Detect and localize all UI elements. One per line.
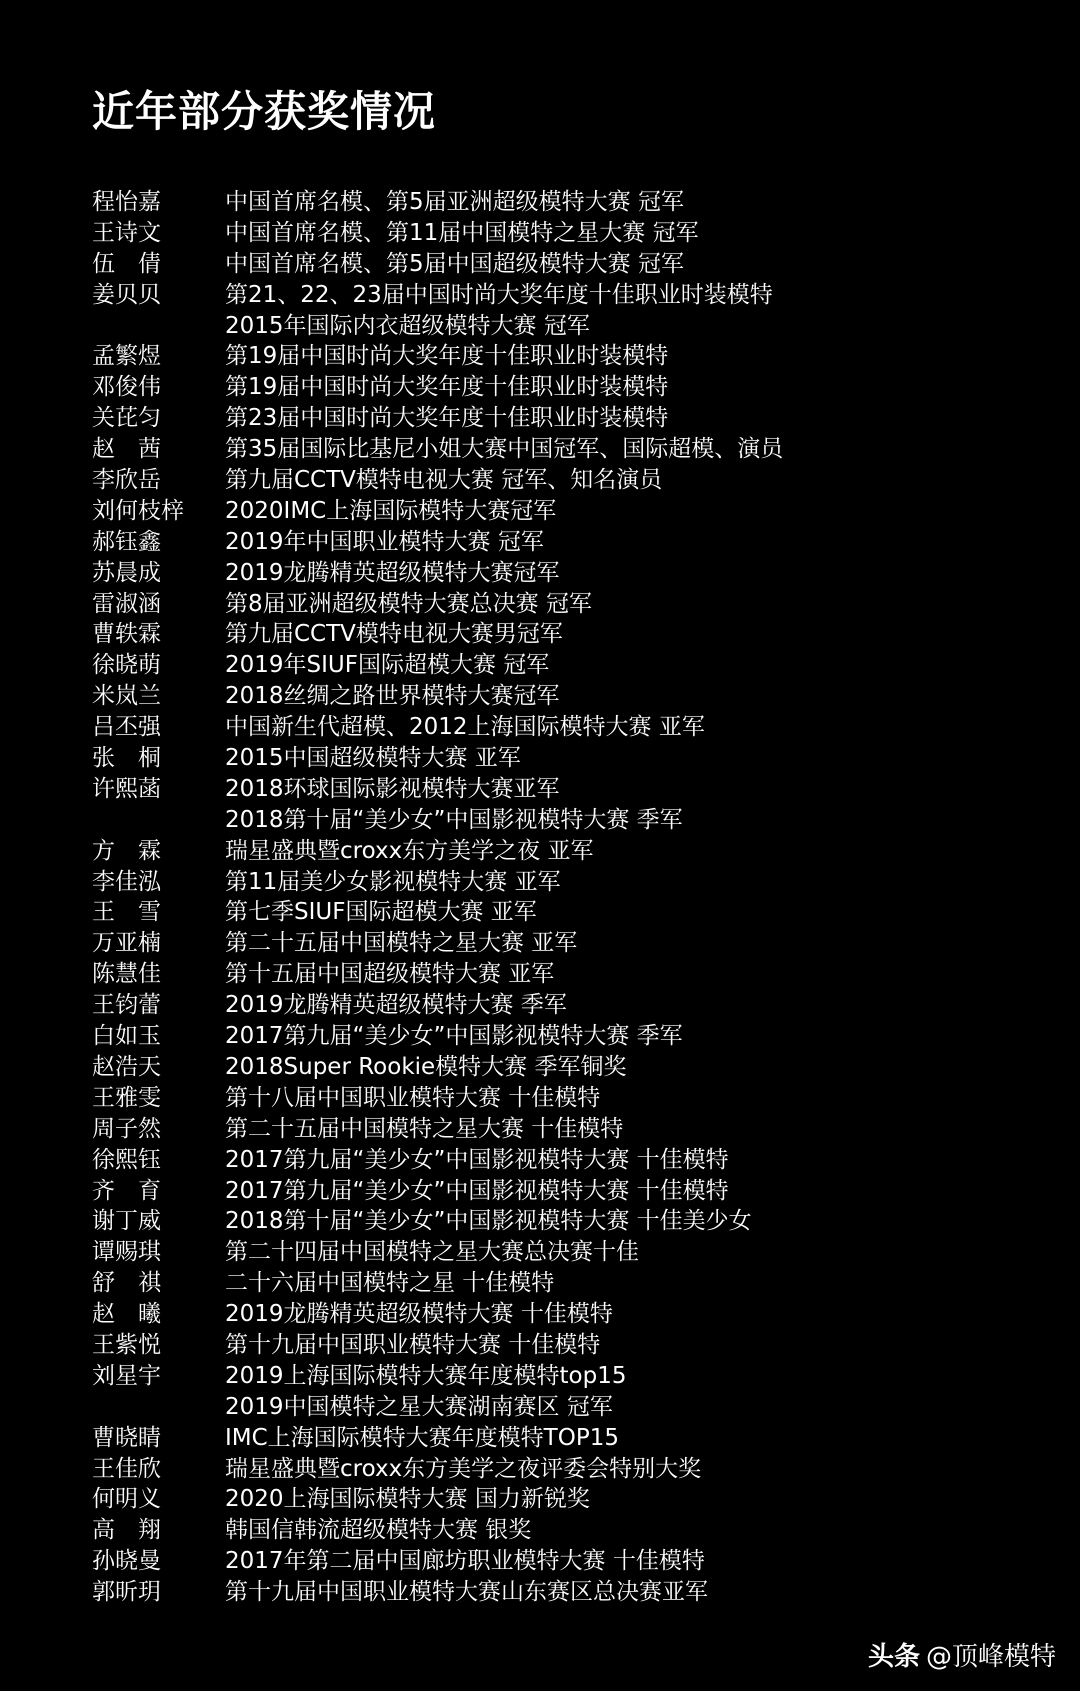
award-row <box>92 1577 1052 1608</box>
award-row <box>92 341 1052 372</box>
model-name: 刘何枝梓 <box>92 497 184 524</box>
award-text: 第19届中国时尚大奖年度十佳职业时装模特 <box>225 343 669 370</box>
model-name: 曹轶霖 <box>92 621 161 648</box>
model-name: 王诗文 <box>92 219 161 246</box>
award-list <box>92 187 1052 1608</box>
award-row <box>92 836 1052 867</box>
award-row <box>92 928 1052 959</box>
model-name: 李佳泓 <box>92 868 161 895</box>
award-text: 第二十五届中国模特之星大赛 亚军 <box>225 930 578 957</box>
model-name: 吕丕强 <box>92 714 161 741</box>
award-text: 第十九届中国职业模特大赛 十佳模特 <box>225 1331 601 1358</box>
model-name: 方 霖 <box>92 837 161 864</box>
model-name: 王雅雯 <box>92 1084 161 1111</box>
model-name: 程怡嘉 <box>92 189 161 215</box>
award-text: 二十六届中国模特之星 十佳模特 <box>225 1270 555 1297</box>
watermark-brand: 头条 <box>867 1642 920 1672</box>
award-text: 2018第十届“美少女”中国影视模特大赛 十佳美少女 <box>225 1208 752 1235</box>
award-text: 中国首席名模、第5届中国超级模特大赛 冠军 <box>225 250 684 277</box>
award-row <box>92 959 1052 990</box>
award-row <box>92 1114 1052 1145</box>
award-row <box>92 1484 1052 1515</box>
award-row <box>92 558 1052 589</box>
award-row <box>92 403 1052 434</box>
award-text: 第23届中国时尚大奖年度十佳职业时装模特 <box>225 405 669 432</box>
award-text: 2017年第二届中国廊坊职业模特大赛 十佳模特 <box>225 1548 705 1575</box>
award-row <box>92 434 1052 465</box>
award-text: IMC上海国际模特大赛年度模特TOP15 <box>225 1424 619 1451</box>
page-title: 近年部分获奖情况 <box>92 87 437 136</box>
award-row <box>92 619 1052 650</box>
model-name: 王钧蕾 <box>92 992 161 1019</box>
model-name: 苏晨成 <box>92 559 161 586</box>
award-text: 2020上海国际模特大赛 国力新锐奖 <box>225 1486 590 1513</box>
model-name: 陈慧佳 <box>92 961 161 988</box>
model-name: 王佳欣 <box>92 1455 161 1482</box>
model-name: 白如玉 <box>92 1023 161 1050</box>
award-text: 2019龙腾精英超级模特大赛 季军 <box>225 992 567 1019</box>
award-text: 瑞星盛典暨croxx东方美学之夜评委会特别大奖 <box>225 1455 702 1482</box>
award-text: 2018环球国际影视模特大赛亚军 <box>225 775 560 802</box>
award-text: 2015年国际内衣超级模特大赛 冠军 <box>225 312 590 339</box>
award-row <box>92 249 1052 280</box>
award-text: 第九届CCTV模特电视大赛 冠军、知名演员 <box>225 467 663 494</box>
award-text: 2018丝绸之路世界模特大赛冠军 <box>225 683 560 710</box>
award-text: 中国首席名模、第5届亚洲超级模特大赛 冠军 <box>225 189 684 215</box>
model-name: 舒 祺 <box>92 1270 161 1297</box>
award-text: 第七季SIUF国际超模大赛 亚军 <box>225 899 537 926</box>
award-row <box>92 712 1052 743</box>
model-name: 邓俊伟 <box>92 374 161 401</box>
model-name: 高 翔 <box>92 1517 161 1544</box>
award-text: 第19届中国时尚大奖年度十佳职业时装模特 <box>225 374 669 401</box>
model-name: 关芘匀 <box>92 405 161 432</box>
award-row <box>92 1361 1052 1392</box>
award-row <box>92 1268 1052 1299</box>
award-row <box>92 589 1052 620</box>
award-text: 第十九届中国职业模特大赛山东赛区总决赛亚军 <box>225 1579 708 1606</box>
award-text: 2019龙腾精英超级模特大赛 十佳模特 <box>225 1301 613 1328</box>
award-row <box>92 1083 1052 1114</box>
award-row <box>92 1176 1052 1207</box>
model-name: 刘星宇 <box>92 1362 161 1389</box>
award-text: 2017第九届“美少女”中国影视模特大赛 十佳模特 <box>225 1177 729 1204</box>
award-row <box>92 805 1052 836</box>
award-row <box>92 527 1052 558</box>
award-text: 2019中国模特之星大赛湖南赛区 冠军 <box>225 1393 613 1420</box>
model-name: 雷淑涵 <box>92 590 161 617</box>
award-text: 第二十五届中国模特之星大赛 十佳模特 <box>225 1115 624 1142</box>
model-name: 伍 倩 <box>92 250 161 277</box>
award-row <box>92 650 1052 681</box>
award-text: 2019龙腾精英超级模特大赛冠军 <box>225 559 560 586</box>
award-text: 2019年中国职业模特大赛 冠军 <box>225 528 544 555</box>
model-name: 赵 曦 <box>92 1301 161 1328</box>
award-row <box>92 311 1052 342</box>
award-row <box>92 1052 1052 1083</box>
model-name: 万亚楠 <box>92 930 161 957</box>
model-name: 张 桐 <box>92 745 161 772</box>
model-name: 米岚兰 <box>92 683 161 710</box>
award-row <box>92 1454 1052 1485</box>
watermark <box>868 1637 1056 1677</box>
award-text: 2019年SIUF国际超模大赛 冠军 <box>225 652 550 679</box>
model-name: 徐熙钰 <box>92 1146 161 1173</box>
model-name: 周子然 <box>92 1115 161 1142</box>
award-row <box>92 280 1052 311</box>
model-name: 王紫悦 <box>92 1331 161 1358</box>
award-text: 2017第九届“美少女”中国影视模特大赛 季军 <box>225 1023 683 1050</box>
award-row <box>92 681 1052 712</box>
award-text: 第二十四届中国模特之星大赛总决赛十佳 <box>225 1239 639 1266</box>
award-text: 中国新生代超模、2012上海国际模特大赛 亚军 <box>225 714 705 741</box>
award-text: 2018第十届“美少女”中国影视模特大赛 季军 <box>225 806 683 833</box>
model-name: 王 雪 <box>92 899 161 926</box>
model-name: 徐晓萌 <box>92 652 161 679</box>
model-name: 赵浩天 <box>92 1053 161 1080</box>
award-row <box>92 1423 1052 1454</box>
model-name: 谢丁威 <box>92 1208 161 1235</box>
award-row <box>92 372 1052 403</box>
award-text: 2020IMC上海国际模特大赛冠军 <box>225 497 557 524</box>
award-text: 第21、22、23届中国时尚大奖年度十佳职业时装模特 <box>225 281 773 308</box>
award-row <box>92 1206 1052 1237</box>
award-row <box>92 743 1052 774</box>
award-text: 2019上海国际模特大赛年度模特top15 <box>225 1362 627 1389</box>
award-text: 韩国信韩流超级模特大赛 银奖 <box>225 1517 532 1544</box>
model-name: 赵 茜 <box>92 436 161 463</box>
model-name: 许熙菡 <box>92 775 161 802</box>
model-name: 何明义 <box>92 1486 161 1513</box>
award-text: 2015中国超级模特大赛 亚军 <box>225 745 521 772</box>
model-name: 齐 育 <box>92 1177 161 1204</box>
model-name: 姜贝贝 <box>92 281 161 308</box>
award-text: 第十五届中国超级模特大赛 亚军 <box>225 961 555 988</box>
award-text: 第35届国际比基尼小姐大赛中国冠军、国际超模、演员 <box>225 436 784 463</box>
model-name: 郝钰鑫 <box>92 528 161 555</box>
model-name: 孙晓曼 <box>92 1548 161 1575</box>
award-row <box>92 867 1052 898</box>
award-text: 瑞星盛典暨croxx东方美学之夜 亚军 <box>225 837 594 864</box>
model-name: 李欣岳 <box>92 467 161 494</box>
award-row <box>92 990 1052 1021</box>
award-text: 中国首席名模、第11届中国模特之星大赛 冠军 <box>225 219 699 246</box>
award-row <box>92 1546 1052 1577</box>
award-row <box>92 1145 1052 1176</box>
award-row <box>92 1299 1052 1330</box>
award-row <box>92 1021 1052 1052</box>
award-text: 第九届CCTV模特电视大赛男冠军 <box>225 621 563 648</box>
award-text: 第8届亚洲超级模特大赛总决赛 冠军 <box>225 590 592 617</box>
award-row <box>92 1330 1052 1361</box>
award-text: 2017第九届“美少女”中国影视模特大赛 十佳模特 <box>225 1146 729 1173</box>
award-row <box>92 187 1052 218</box>
award-text: 第11届美少女影视模特大赛 亚军 <box>225 868 561 895</box>
award-row <box>92 1515 1052 1546</box>
award-text: 2018Super Rookie模特大赛 季军铜奖 <box>225 1053 627 1080</box>
award-row <box>92 465 1052 496</box>
award-row <box>92 897 1052 928</box>
award-row <box>92 496 1052 527</box>
award-row <box>92 1392 1052 1423</box>
watermark-account: @顶峰模特 <box>925 1642 1056 1672</box>
award-row <box>92 218 1052 249</box>
model-name: 谭赐琪 <box>92 1239 161 1266</box>
award-row <box>92 774 1052 805</box>
award-text: 第十八届中国职业模特大赛 十佳模特 <box>225 1084 601 1111</box>
award-row <box>92 1237 1052 1268</box>
model-name: 孟繁煜 <box>92 343 161 370</box>
model-name: 郭昕玥 <box>92 1579 161 1606</box>
model-name: 曹晓睛 <box>92 1424 161 1451</box>
